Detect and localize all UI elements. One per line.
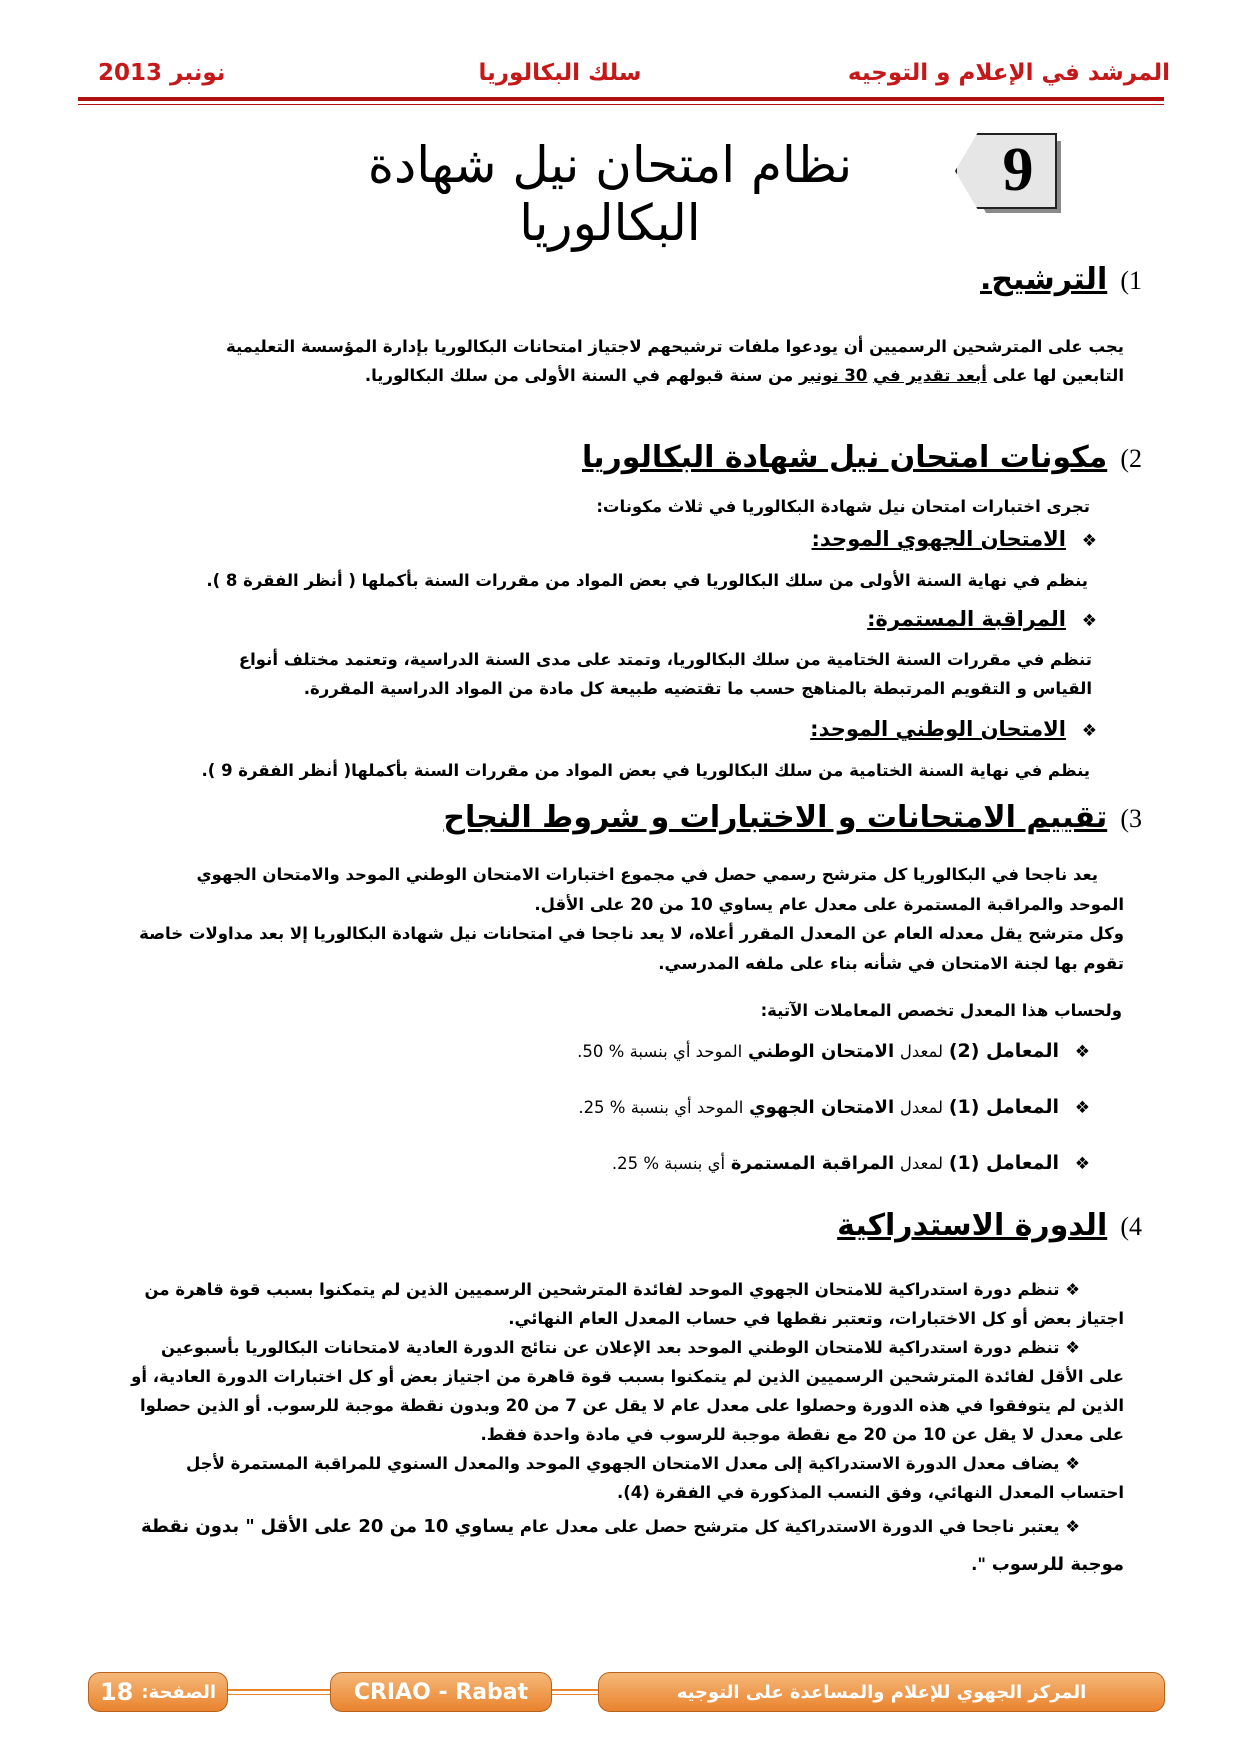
paragraph: الذين لم يتوفقوا في هذه الدورة وحصلوا على معدل عام لا يقل عن 7 من 20 وبدون نقطة موجبة للرسوب. أو الذين حصلوا bbox=[140, 1396, 1124, 1415]
diamond-bullet-icon: ❖ bbox=[1081, 611, 1097, 631]
paragraph: احتساب المعدل النهائي، وفق النسب المذكورة في الفقرة (4). bbox=[616, 1483, 1124, 1502]
header-rule-thin bbox=[78, 104, 1164, 105]
paragraph: الموحد والمراقبة المستمرة على معدل عام يساوي 10 من 20 على الأقل. bbox=[534, 895, 1124, 914]
diamond-bullet-icon: ❖ bbox=[1065, 1454, 1080, 1473]
page-label: الصفحة: bbox=[141, 1681, 217, 1703]
page-title: نظام امتحان نيل شهادة البكالوريا bbox=[367, 136, 853, 252]
chapter-number-badge bbox=[955, 133, 1063, 215]
coefficient-item: ❖ المعامل (1) لمعدل المراقبة المستمرة أي بنسبة % 25. bbox=[611, 1152, 1090, 1174]
footer-connector bbox=[226, 1694, 330, 1695]
section-title: مكونات امتحان نيل شهادة البكالوريا bbox=[582, 440, 1108, 475]
paragraph: موجبة للرسوب ". bbox=[971, 1554, 1124, 1575]
paragraph: التابعين لها على أبعد تقدير في 30 نونبر من سنة قبولهم في السنة الأولى من سلك البكالوريا. bbox=[364, 366, 1124, 385]
footer-page-number bbox=[88, 1672, 228, 1712]
diamond-bullet-icon: ❖ bbox=[1074, 1154, 1090, 1174]
paragraph: تقوم بها لجنة الامتحان في شأنه بناء على ملفه المدرسي. bbox=[658, 954, 1124, 973]
bullet-item bbox=[867, 607, 1097, 631]
highlight: ملفه المدرسي. bbox=[658, 954, 784, 973]
section-number: 1) bbox=[1120, 266, 1142, 295]
bullet-item bbox=[810, 717, 1097, 741]
highlight-date: 30 نونبر bbox=[798, 366, 868, 385]
paragraph: على الأقل لفائدة المترشحين الرسميين الذين لم يتمكنوا بسبب قوة قاهرة من اجتياز بعض أو كل اختبارات الدورة العادية، أو bbox=[131, 1367, 1124, 1386]
section-2-heading bbox=[582, 440, 1142, 475]
section-4-heading bbox=[837, 1208, 1142, 1243]
section-number: 4) bbox=[1120, 1212, 1142, 1241]
paragraph: ❖ تنظم دورة استدراكية للامتحان الجهوي الموحد لفائدة المترشحين الرسميين الذين لم يتمكنوا بسبب قوة قاهرة من bbox=[144, 1280, 1080, 1299]
header-rule bbox=[78, 97, 1164, 101]
diamond-bullet-icon: ❖ bbox=[1065, 1517, 1080, 1536]
paragraph: يجب على المترشحين الرسميين أن يودعوا ملفات ترشيحهم لاجتياز امتحانات البكالوريا بإدارة المؤسسة التعليمية bbox=[225, 337, 1124, 356]
section-1-heading bbox=[980, 262, 1142, 297]
diamond-bullet-icon: ❖ bbox=[1081, 531, 1097, 551]
header-guide-title: المرشد في الإعلام و التوجيه bbox=[847, 60, 1170, 86]
diamond-bullet-icon: ❖ bbox=[1065, 1280, 1080, 1299]
subheading: الامتحان الجهوي الموحد: bbox=[811, 527, 1066, 551]
paragraph: اجتياز بعض أو كل الاختبارات، وتعتبر نقطها في حساب المعدل العام النهائي. bbox=[508, 1309, 1124, 1328]
subheading: المراقبة المستمرة: bbox=[867, 607, 1066, 631]
coefficient-item: ❖ المعامل (2) لمعدل الامتحان الوطني الموحد أي بنسبة % 50. bbox=[577, 1040, 1090, 1062]
footer-organization: المركز الجهوي للإعلام والمساعدة على التوجيه bbox=[598, 1672, 1165, 1712]
paragraph: يعد ناجحا في البكالوريا كل مترشح رسمي حصل في مجموع اختبارات الامتحان الوطني الموحد والامتحان الجهوي bbox=[196, 865, 1098, 884]
diamond-bullet-icon: ❖ bbox=[1074, 1042, 1090, 1062]
footer-center-name: CRIAO - Rabat bbox=[330, 1672, 552, 1712]
paragraph: تنظم في مقررات السنة الختامية من سلك البكالوريا، وتمتد على مدى السنة الدراسية، وتعتمد مختلف أنواع bbox=[238, 650, 1092, 669]
highlight: أبعد تقدير في bbox=[873, 366, 987, 385]
header-date: نونبر 2013 bbox=[98, 60, 226, 86]
bullet-item bbox=[812, 527, 1097, 551]
section-title: الدورة الاستدراكية bbox=[837, 1208, 1108, 1243]
subheading: الامتحان الوطني الموحد: bbox=[810, 717, 1066, 741]
paragraph: وكل مترشح يقل معدله العام عن المعدل المقرر أعلاه، لا يعد ناجحا في امتحانات نيل شهادة البكالوريا إلا بعد مداولات خاصة bbox=[139, 924, 1124, 943]
section-number: 3) bbox=[1120, 804, 1142, 833]
footer-connector bbox=[226, 1689, 330, 1691]
paragraph: ❖ تنظم دورة استدراكية للامتحان الوطني الموحد بعد الإعلان عن نتائج الدورة العادية لامتحانات البكالوريا بأسبوعين bbox=[161, 1338, 1080, 1357]
diamond-bullet-icon: ❖ bbox=[1065, 1338, 1080, 1357]
section-3-heading bbox=[443, 800, 1142, 835]
paragraph: ❖ يعتبر ناجحا في الدورة الاستدراكية كل مترشح حصل على معدل عام يساوي 10 من 20 على الأقل " بدون نقطة bbox=[140, 1516, 1080, 1537]
paragraph: ينظم في نهاية السنة الختامية من سلك البكالوريا في بعض المواد من مقررات السنة بأكملها( أنظر الفقرة 9 ). bbox=[201, 761, 1090, 780]
paragraph: ❖ يضاف معدل الدورة الاستدراكية إلى معدل الامتحان الجهوي الموحد والمعدل السنوي للمراقبة المستمرة لأجل bbox=[185, 1454, 1080, 1473]
diamond-bullet-icon: ❖ bbox=[1074, 1098, 1090, 1118]
coefficient-item: ❖ المعامل (1) لمعدل الامتحان الجهوي الموحد أي بنسبة % 25. bbox=[578, 1096, 1090, 1118]
section-title: تقييم الامتحانات و الاختبارات و شروط النجاح bbox=[443, 800, 1108, 835]
paragraph: ولحساب هذا المعدل تخصص المعاملات الآتية: bbox=[760, 1001, 1122, 1020]
header-section-title: سلك البكالوريا bbox=[478, 60, 642, 86]
section-title: الترشيح. bbox=[980, 262, 1108, 297]
page-number: 18 bbox=[99, 1678, 134, 1706]
paragraph: على معدل لا يقل عن 10 من 20 مع نقطة موجبة للرسوب في مادة واحدة فقط. bbox=[480, 1425, 1124, 1444]
paragraph: القياس و التقويم المرتبطة بالمناهج حسب ما تقتضيه طبيعة كل مادة من المواد الدراسية المقررة. bbox=[303, 679, 1092, 698]
section-number: 2) bbox=[1120, 444, 1142, 473]
chapter-number: 9 bbox=[1002, 136, 1034, 204]
paragraph: ينظم في نهاية السنة الأولى من سلك البكالوريا في بعض المواد من مقررات السنة بأكملها ( أنظر الفقرة 8 ). bbox=[206, 571, 1088, 590]
footer-connector bbox=[550, 1694, 598, 1695]
paragraph: تجرى اختبارات امتحان نيل شهادة البكالوريا في ثلاث مكونات: bbox=[596, 497, 1090, 516]
diamond-bullet-icon: ❖ bbox=[1081, 721, 1097, 741]
footer-connector bbox=[550, 1689, 598, 1691]
